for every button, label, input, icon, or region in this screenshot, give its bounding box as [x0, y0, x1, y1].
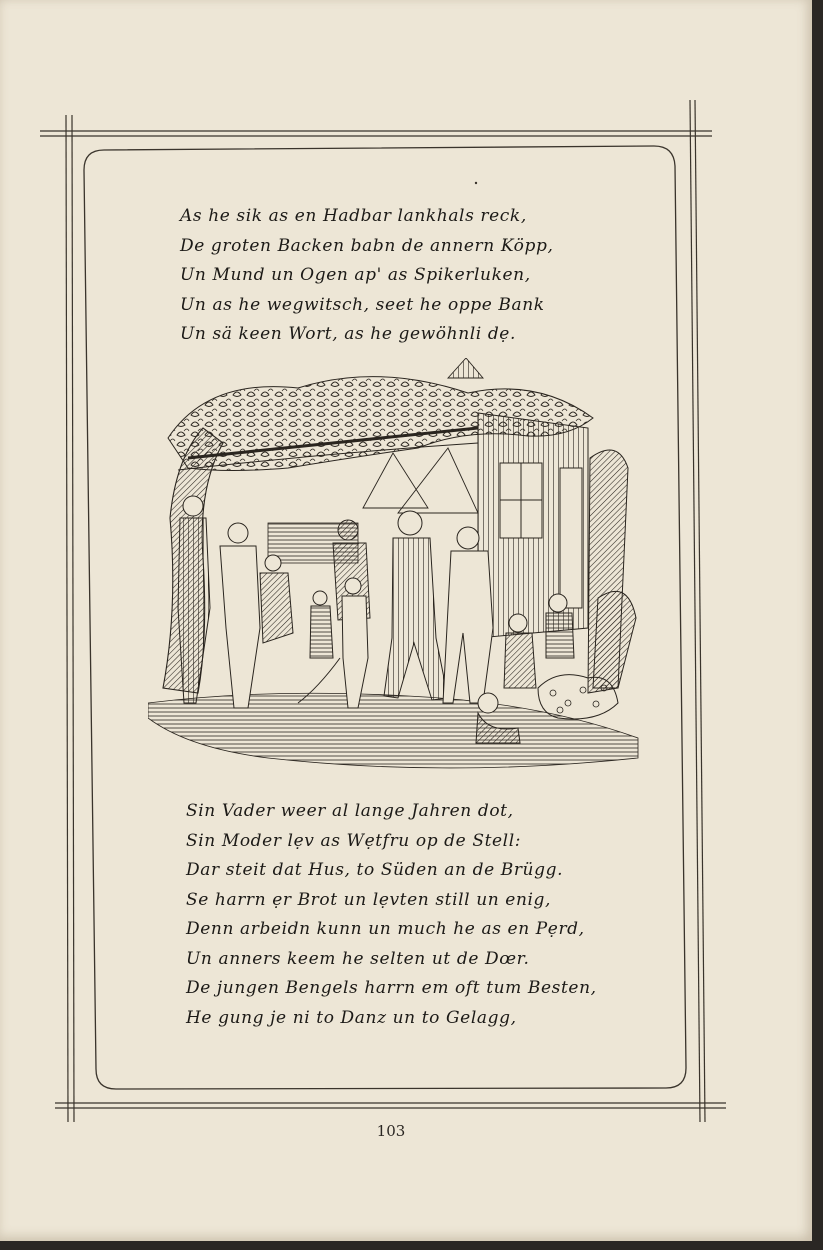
verse-stanza-top	[180, 202, 553, 350]
verse-stanza-bottom	[186, 797, 597, 1033]
verse-line: Un anners keem he selten ut de Dœr.	[186, 948, 530, 969]
verse-line: Denn arbeidn kunn un much he as en Pẹrd,	[186, 919, 585, 939]
verse-line: Un sä keen Wort, as he gewöhnli dẹ.	[180, 324, 516, 344]
verse-line: De jungen Bengels harrn em oft tum Besten,	[186, 978, 597, 998]
page-number: 103	[376, 1122, 406, 1140]
verse-line: Dar steit dat Hus, to Süden an de Brügg.	[186, 860, 564, 880]
verse-line: Un Mund un Ogen ap' as Spikerluken,	[180, 265, 531, 285]
verse-line: Sin Vader weer al lange Jahren dot,	[186, 801, 514, 821]
verse-line: Un as he wegwitsch, seet he oppe Bank	[180, 294, 545, 315]
verse-line: De groten Backen babn de annern Köpp,	[180, 235, 554, 256]
verse-line: Sin Moder lẹv as Wẹtfru op de Stell:	[186, 830, 522, 851]
verse-line: He gung je ni to Danz un to Gelagg,	[186, 1007, 517, 1028]
verse-line: Se harrn ẹr Brot un lẹvten still un enig,	[186, 889, 552, 910]
verse-line: As he sik as en Hadbar lankhals reck,	[180, 206, 527, 226]
woodcut-illustration	[148, 358, 648, 778]
